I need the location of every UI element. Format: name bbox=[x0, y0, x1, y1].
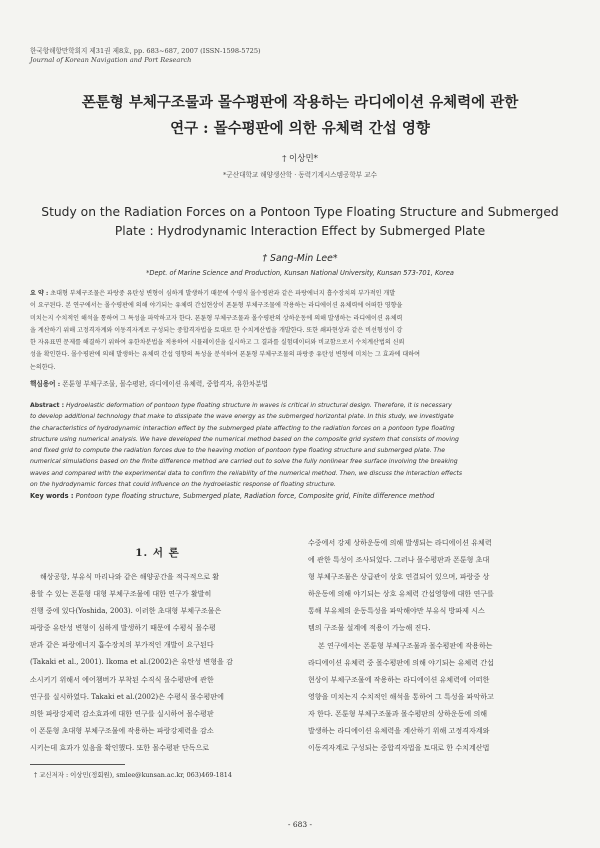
korean-abstract-line: 을 계산하기 위해 고정격자계와 이동격자계로 구성되는 중합격자법을 토대로 한 수치계산법을 개발한다. 또한 쇄파현상과 같은 비선형성이 강 bbox=[30, 326, 403, 334]
korean-author: † 이상민* bbox=[282, 154, 318, 164]
body-line: 라디에이션 유체력 중 몰수평판에 의해 야기되는 유체력 간섭 bbox=[308, 657, 494, 667]
korean-title-line-1: 폰툰형 부체구조물과 몰수평판에 작용하는 라디에이션 유체력에 관한 bbox=[81, 94, 519, 111]
left-column bbox=[30, 568, 292, 756]
body-line: 해상공항, 부유식 마리나와 같은 해양공간을 적극적으로 활 bbox=[40, 572, 220, 581]
english-abstract-label: Abstract : bbox=[30, 402, 65, 409]
body-line: 수중에서 강제 상하운동에 의해 발생되는 라디에이션 유체력 bbox=[308, 538, 492, 547]
english-abstract-line: on the hydrodynamic forces that could influence on the hydroelastic response of floating structure. bbox=[30, 481, 336, 489]
body-line: 이 폰툰형 초대형 부체구조물에 작용하는 파랑강제력을 감소 bbox=[30, 725, 214, 735]
body-line: 현상이 부체구조물에 작용하는 라디에이션 유체력에 어떠한 bbox=[308, 674, 490, 684]
body-line: 템의 구조물 설계에 적용이 가능해 진다. bbox=[308, 623, 431, 633]
body-line: 에 관한 특성이 조사되었다. 그러나 몰수평판과 폰툰형 초대 bbox=[308, 555, 490, 565]
korean-affiliation: *군산대학교 해양생산학 · 동력기계시스템공학부 교수 bbox=[223, 171, 377, 179]
english-keywords-label: Key words : bbox=[30, 492, 74, 500]
body-line: 발생하는 라디에이션 유체력을 계산하기 위해 고정격자계와 bbox=[308, 726, 490, 736]
korean-abstract-line: 이 요구된다. 본 연구에서는 몰수평판에 의해 야기되는 유체력 간섭현상이 폰툰형 부체구조물에 작용하는 라디에이션 유체력에 어떠한 영향을 bbox=[30, 302, 403, 310]
page-number: - 683 - bbox=[287, 820, 313, 829]
body-line: 형 부체구조물은 상급관이 상호 연결되어 있으며, 파랑중 상 bbox=[308, 572, 490, 582]
body-line: 시키는데 효과가 있음을 확인했다. 또한 몰수평판 단독으로 bbox=[30, 742, 210, 752]
footnote: † 교신저자 : 이상민(정회원), smlee@kunsan.ac.kr, 063)469-1814 bbox=[34, 771, 232, 779]
body-line: 진행 중에 있다(Yoshida, 2003). 이러한 초대형 부체구조물은 bbox=[30, 606, 222, 616]
body-line: 판과 같은 파랑에너지 흡수장치의 부가적인 개발이 요구된다 bbox=[30, 640, 214, 650]
footnote-rule bbox=[30, 764, 125, 765]
korean-abstract-label: 요 약 : bbox=[30, 290, 49, 297]
korean-abstract-line: 논의한다. bbox=[30, 363, 56, 371]
english-abstract-line: numerical simulations based on the finite difference method are carried out to solve the fully nonlinear free surface involving the breaking bbox=[30, 458, 458, 466]
body-line: 하운동에 의해 야기되는 상호 유체력 간섭영향에 대한 연구를 bbox=[308, 589, 494, 599]
english-abstract bbox=[30, 400, 570, 490]
body-line: 의한 파랑강제력 감소효과에 대한 연구를 실시하여 몰수평판 bbox=[30, 708, 214, 718]
korean-keywords bbox=[30, 378, 570, 388]
english-title bbox=[30, 203, 570, 241]
english-title-line-2: Plate : Hydrodynamic Interaction Effect by Submerged Plate bbox=[114, 224, 486, 238]
body-line: 용할 수 있는 폰툰형 대형 부체구조물에 대한 연구가 활발히 bbox=[30, 589, 212, 599]
body-line: 영향을 미치는지 수치적인 해석을 통하여 그 특성을 파악하고 bbox=[308, 691, 494, 701]
body-line: 이동격자계로 구성되는 중합격자법을 토대로 한 수치계산법 bbox=[308, 743, 490, 753]
journal-header bbox=[30, 47, 261, 65]
english-keywords-text: Pontoon type floating structure, Submerged plate, Radiation force, Composite grid, Finite difference method bbox=[75, 492, 435, 500]
korean-abstract bbox=[30, 288, 570, 374]
korean-title-line-2: 연구 : 몰수평판에 의한 유체력 간섭 영향 bbox=[170, 120, 430, 137]
journal-citation: 한국항해항만학회지 제31권 제8호, pp. 683~687, 2007 (ISSN-1598-5725) bbox=[30, 47, 261, 55]
korean-abstract-line: 초대형 부체구조물은 파랑중 유탄성 변형이 심하게 발생하기 때문에 수평식 몰수평판과 같은 파랑에너지 흡수장치의 부가적인 개발 bbox=[50, 290, 396, 297]
english-author: † Sang-Min Lee* bbox=[262, 253, 338, 264]
korean-abstract-line: 성을 확인한다. 몰수평판에 의해 발생하는 유체력 간섭 영향의 특성을 분석하여 폰툰형 부체구조물의 파랑중 유탄성 변형에 미치는 그 효과에 대하여 bbox=[30, 351, 420, 359]
english-abstract-line: the characteristics of hydrodynamic interaction effect by the submerged plate affecting to the radiation forces on a pontoon type floating bbox=[30, 424, 455, 432]
body-line: 소시키기 위해서 에어챔버가 부착된 수직식 몰수평판에 관한 bbox=[30, 674, 214, 684]
body-line: 파랑중 유탄성 변형이 심하게 발생하기 때문에 수평식 몰수평 bbox=[30, 623, 216, 633]
korean-keywords-label: 핵심용어 : bbox=[30, 380, 61, 388]
korean-abstract-line: 미치는지 수치적인 해석을 통하여 그 특성을 파악하고자 한다. 폰툰형 부체구조물과 몰수평판의 상하운동에 의해 발생하는 라디에이션 유체력 bbox=[30, 314, 403, 322]
body-line: 본 연구에서는 폰툰형 부체구조물과 몰수평판에 작용하는 bbox=[318, 640, 493, 650]
journal-name: Journal of Korean Navigation and Port Research bbox=[30, 56, 192, 64]
english-title-line-1: Study on the Radiation Forces on a Pontoon Type Floating Structure and Submerged bbox=[41, 205, 559, 219]
english-abstract-line: to develop additional technology that make to dissipate the wave energy as the submerged horizontal plate. In this study, we investigate bbox=[30, 413, 454, 421]
korean-abstract-line: 한 자유표면 문제를 해결하기 위하여 유한차분법을 적용하여 시뮬레이션을 실시하고 그 결과를 실험데이터와 비교함으로서 수치계산법의 신뢰 bbox=[30, 339, 405, 347]
section-heading: 1. 서 론 bbox=[135, 547, 180, 559]
right-column bbox=[308, 534, 570, 756]
english-abstract-line: waves and compared with the experimental data to confirm the reliability of the numerical method. Then, we discuss the interaction effects bbox=[30, 469, 463, 477]
body-line: 자 한다. 폰툰형 부체구조물과 몰수평판의 상하운동에 의해 bbox=[308, 708, 488, 718]
english-keywords bbox=[30, 492, 570, 500]
english-abstract-line: Hydroelastic deformation of pontoon type floating structure in waves is critical in structural design. Therefore, it is necessary bbox=[66, 402, 452, 409]
english-abstract-line: structure using numerical analysis. We have developed the numerical method based on the composite grid system that consists of moving bbox=[30, 435, 459, 443]
english-affiliation: *Dept. of Marine Science and Production, Kunsan National University, Kunsan 573-701, Korea bbox=[146, 269, 454, 277]
body-line: 연구를 실시하였다. Takaki et al.(2002)은 수평식 몰수평판에 bbox=[30, 691, 224, 701]
korean-keywords-text: 폰툰형 부체구조물, 몰수평판, 라디에이션 유체력, 중합격자, 유한차분법 bbox=[62, 380, 269, 388]
body-line: (Takaki et al., 2001). Ikoma et al.(2002)은 유탄성 변형을 감 bbox=[30, 657, 233, 667]
english-abstract-line: and fixed grid to compute the radiation forces due to the heaving motion of pontoon type floating structure and submerged plate. The bbox=[30, 447, 445, 455]
body-line: 통해 부유체의 운동특성을 파악해야만 부유식 방파제 시스 bbox=[308, 606, 485, 616]
